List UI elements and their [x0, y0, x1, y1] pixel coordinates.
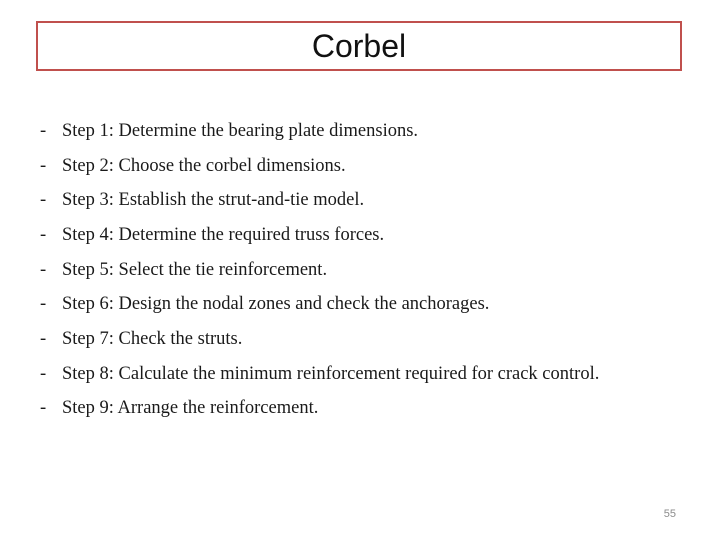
- step-text: Step 6: Design the nodal zones and check the anchorages.: [62, 294, 490, 315]
- bullet-dash: -: [40, 259, 47, 280]
- step-text: Step 9: Arrange the reinforcement.: [62, 398, 319, 419]
- list-item: [40, 322, 680, 357]
- bullet-dash: -: [40, 224, 47, 245]
- bullet-dash: -: [40, 363, 47, 384]
- list-item: [40, 392, 680, 427]
- step-text: Step 7: Check the struts.: [62, 328, 243, 349]
- bullet-dash: -: [40, 328, 47, 349]
- step-text: Step 4: Determine the required truss forces.: [62, 224, 385, 245]
- list-item: [40, 183, 680, 218]
- page-number: 55: [663, 508, 676, 520]
- step-text: Step 8: Calculate the minimum reinforcement required for crack control.: [62, 363, 600, 384]
- list-item: [40, 149, 680, 184]
- slide-title: Corbel: [311, 28, 407, 64]
- bullet-dash: -: [40, 398, 47, 419]
- bullet-dash: -: [40, 120, 47, 141]
- bullet-dash: -: [40, 155, 47, 176]
- bullet-dash: -: [40, 294, 47, 315]
- step-list: [40, 114, 680, 426]
- step-text: Step 5: Select the tie reinforcement.: [62, 259, 328, 280]
- step-text: Step 1: Determine the bearing plate dimensions.: [62, 120, 419, 141]
- title-box: [36, 21, 682, 71]
- bullet-dash: -: [40, 190, 47, 211]
- list-item: [40, 357, 680, 392]
- step-text: Step 3: Establish the strut-and-tie model.: [62, 190, 365, 211]
- step-text: Step 2: Choose the corbel dimensions.: [62, 155, 346, 176]
- list-item: [40, 218, 680, 253]
- list-item: [40, 253, 680, 288]
- list-item: [40, 287, 680, 322]
- list-item: [40, 114, 680, 149]
